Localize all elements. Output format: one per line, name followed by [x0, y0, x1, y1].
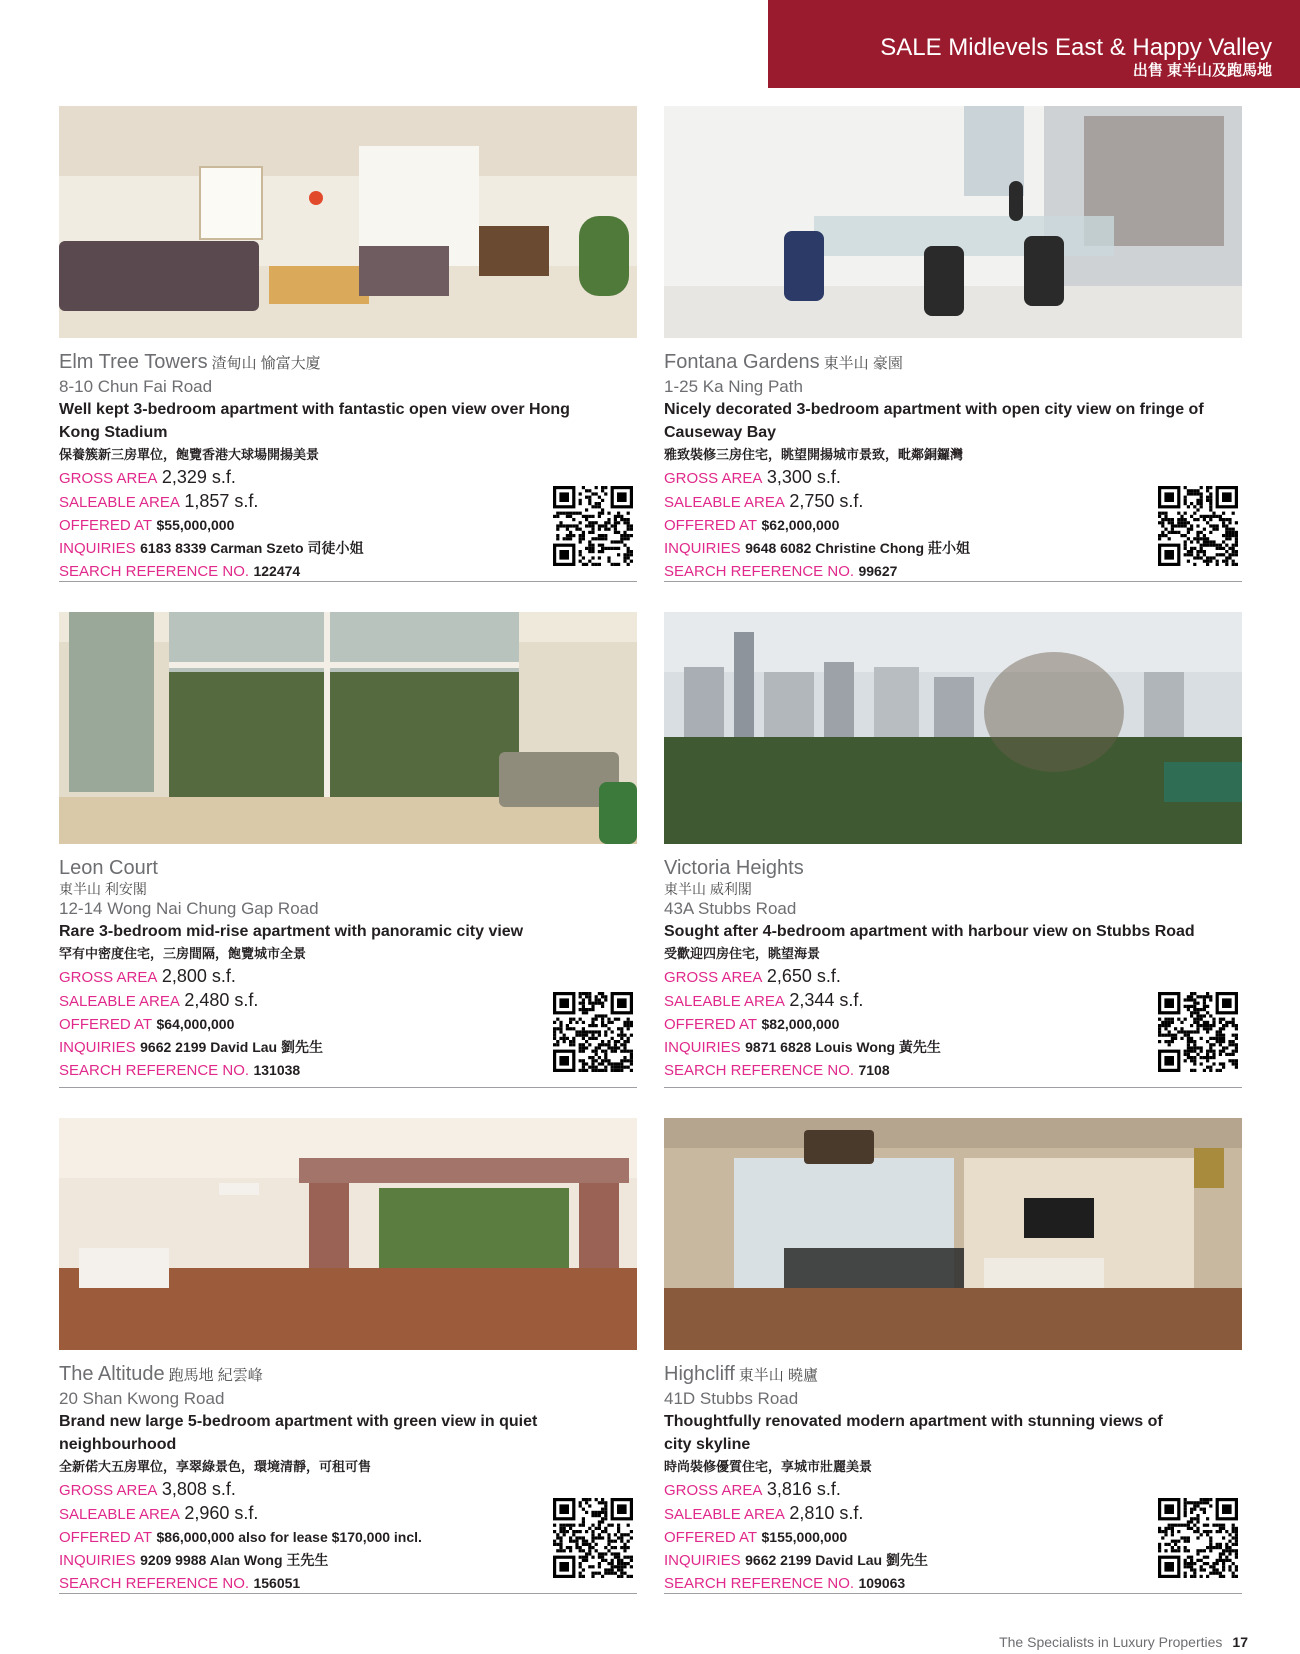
offered-label: OFFERED AT — [59, 517, 153, 534]
search-ref-value: 131038 — [253, 1062, 301, 1078]
gross-area-label: GROSS AREA — [59, 1482, 158, 1499]
gross-area-label: GROSS AREA — [59, 969, 158, 986]
property-name-line — [664, 350, 1242, 376]
gross-area-label: GROSS AREA — [664, 470, 763, 487]
property-description-zh: 罕有中密度住宅，三房間隔，飽覽城市全景 — [59, 946, 307, 961]
qr-code-icon[interactable] — [1158, 992, 1238, 1072]
search-ref-label: SEARCH REFERENCE NO. — [664, 1062, 855, 1079]
divider — [664, 1087, 1242, 1088]
gross-area-row — [664, 466, 1242, 490]
offered-row — [664, 514, 1242, 537]
property-description: Sought after 4-bedroom apartment with harbour view on Stubbs Road — [664, 923, 1195, 940]
inquiries-row — [59, 1549, 637, 1572]
gross-area-value: 3,300 s.f. — [766, 467, 841, 487]
inquiries-value: 9662 2199 David Lau 劉先生 — [745, 1552, 929, 1568]
property-description: Nicely decorated 3-bedroom apartment with open city view on fringe of Causeway Bay — [664, 401, 1204, 441]
saleable-area-row — [664, 1502, 1242, 1526]
divider — [59, 1593, 637, 1594]
property-description: Brand new large 5-bedroom apartment with green view in quiet neighbourhood — [59, 1413, 538, 1453]
offered-value: $86,000,000 also for lease $170,000 incl. — [156, 1529, 422, 1545]
inquiries-value: 9209 9988 Alan Wong 王先生 — [140, 1552, 329, 1568]
search-ref-row — [664, 560, 1242, 583]
offered-value: $55,000,000 — [156, 517, 235, 533]
saleable-area-value: 2,750 s.f. — [789, 491, 864, 511]
property-description-zh: 雅致裝修三房住宅，眺望開揚城市景致，毗鄰銅鑼灣 — [664, 447, 964, 462]
property-name-line — [59, 856, 637, 880]
divider — [664, 1593, 1242, 1594]
listing-photo-dining[interactable] — [664, 106, 1242, 338]
listing-photo-city-view[interactable] — [664, 612, 1242, 844]
saleable-area-label: SALEABLE AREA — [59, 494, 180, 511]
property-name-line — [664, 856, 1242, 880]
listing-photo-living-room[interactable] — [59, 106, 637, 338]
offered-row — [664, 1013, 1242, 1036]
property-name-line — [59, 350, 637, 376]
property-description-zh: 全新偌大五房單位，享翠綠景色，環境清靜，可租可售 — [59, 1459, 372, 1474]
saleable-area-row — [664, 490, 1242, 514]
search-ref-label: SEARCH REFERENCE NO. — [664, 563, 855, 580]
property-description-zh: 保養簇新三房單位，飽覽香港大球場開揚美景 — [59, 447, 320, 462]
search-ref-value: 109063 — [858, 1575, 906, 1591]
inquiries-value: 6183 8339 Carman Szeto 司徒小姐 — [140, 540, 364, 556]
inquiries-row — [59, 1036, 637, 1059]
listing-photo-living-dining[interactable] — [664, 1118, 1242, 1350]
inquiries-row — [59, 537, 637, 560]
listing-card — [664, 106, 1242, 583]
gross-area-label: GROSS AREA — [664, 1482, 763, 1499]
property-name: Fontana Gardens — [664, 351, 820, 373]
gross-area-row — [59, 965, 637, 989]
search-ref-value: 7108 — [858, 1062, 890, 1078]
offered-label: OFFERED AT — [664, 1016, 758, 1033]
offered-value: $64,000,000 — [156, 1016, 235, 1032]
offered-label: OFFERED AT — [664, 517, 758, 534]
divider — [59, 1087, 637, 1088]
qr-code-icon[interactable] — [1158, 1498, 1238, 1578]
offered-value: $62,000,000 — [761, 517, 840, 533]
saleable-area-label: SALEABLE AREA — [664, 993, 785, 1010]
gross-area-row — [59, 466, 637, 490]
inquiries-label: INQUIRIES — [664, 1552, 741, 1569]
page-number: 17 — [1232, 1634, 1248, 1650]
gross-area-value: 3,808 s.f. — [161, 1479, 236, 1499]
property-name-line — [59, 1362, 637, 1388]
property-name: Highcliff — [664, 1363, 735, 1385]
gross-area-row — [59, 1478, 637, 1502]
search-ref-row — [664, 1572, 1242, 1595]
search-ref-value: 122474 — [253, 563, 301, 579]
gross-area-value: 2,329 s.f. — [161, 467, 236, 487]
offered-value: $155,000,000 — [761, 1529, 848, 1545]
property-description: Rare 3-bedroom mid-rise apartment with panoramic city view — [59, 923, 524, 940]
property-name: Victoria Heights — [664, 857, 804, 879]
search-ref-label: SEARCH REFERENCE NO. — [59, 563, 250, 580]
gross-area-label: GROSS AREA — [664, 969, 763, 986]
property-description-zh: 受歡迎四房住宅，眺望海景 — [664, 946, 821, 961]
inquiries-row — [664, 1549, 1242, 1572]
property-description: Well kept 3-bedroom apartment with fantastic open view over Hong Kong Stadium — [59, 401, 570, 441]
property-name: Elm Tree Towers — [59, 351, 208, 373]
saleable-area-value: 2,480 s.f. — [184, 990, 259, 1010]
inquiries-label: INQUIRIES — [59, 1552, 136, 1569]
search-ref-label: SEARCH REFERENCE NO. — [59, 1062, 250, 1079]
offered-row — [59, 1013, 637, 1036]
gross-area-value: 2,800 s.f. — [161, 966, 236, 986]
inquiries-value: 9648 6082 Christine Chong 莊小姐 — [745, 540, 970, 556]
section-subtitle: 出售 東半山及跑馬地 — [1132, 62, 1272, 79]
qr-code-icon[interactable] — [553, 992, 633, 1072]
listing-photo-window-view[interactable] — [59, 612, 637, 844]
search-ref-label: SEARCH REFERENCE NO. — [664, 1575, 855, 1592]
page-footer — [999, 1634, 1248, 1650]
property-name-zh: 跑馬地 紀雲峰 — [168, 1367, 263, 1384]
offered-row — [664, 1526, 1242, 1549]
section-title: SALE Midlevels East & Happy Valley — [880, 34, 1272, 61]
qr-code-icon[interactable] — [553, 486, 633, 566]
saleable-area-label: SALEABLE AREA — [59, 1506, 180, 1523]
divider — [664, 581, 1242, 582]
offered-label: OFFERED AT — [664, 1529, 758, 1546]
search-ref-row — [59, 1059, 637, 1082]
qr-code-icon[interactable] — [553, 1498, 633, 1578]
listing-card — [664, 612, 1242, 1082]
search-ref-value: 156051 — [253, 1575, 301, 1591]
property-address: 1-25 Ka Ning Path — [664, 377, 803, 396]
offered-row — [59, 514, 637, 537]
inquiries-label: INQUIRIES — [664, 540, 741, 557]
inquiries-row — [664, 537, 1242, 560]
inquiries-value: 9662 2199 David Lau 劉先生 — [140, 1039, 324, 1055]
saleable-area-value: 2,344 s.f. — [789, 990, 864, 1010]
offered-label: OFFERED AT — [59, 1529, 153, 1546]
property-name-zh: 東半山 威利閣 — [664, 881, 752, 897]
saleable-area-value: 1,857 s.f. — [184, 491, 259, 511]
gross-area-label: GROSS AREA — [59, 470, 158, 487]
property-name-zh: 渣甸山 愉富大廈 — [211, 355, 321, 372]
divider — [59, 581, 637, 582]
gross-area-row — [664, 965, 1242, 989]
saleable-area-row — [59, 1502, 637, 1526]
footer-tagline: The Specialists in Luxury Properties — [999, 1634, 1223, 1650]
property-name-zh: 東半山 豪園 — [823, 355, 903, 372]
search-ref-value: 99627 — [858, 563, 898, 579]
search-ref-row — [59, 560, 637, 583]
listing-card — [59, 612, 637, 1082]
saleable-area-label: SALEABLE AREA — [664, 494, 785, 511]
saleable-area-value: 2,810 s.f. — [789, 1503, 864, 1523]
saleable-area-row — [59, 490, 637, 514]
listing-photo-open-room[interactable] — [59, 1118, 637, 1350]
search-ref-label: SEARCH REFERENCE NO. — [59, 1575, 250, 1592]
property-name: The Altitude — [59, 1363, 165, 1385]
property-address: 12-14 Wong Nai Chung Gap Road — [59, 899, 319, 918]
section-header — [768, 0, 1300, 88]
inquiries-label: INQUIRIES — [664, 1039, 741, 1056]
offered-label: OFFERED AT — [59, 1016, 153, 1033]
property-address: 8-10 Chun Fai Road — [59, 377, 213, 396]
inquiries-row — [664, 1036, 1242, 1059]
saleable-area-row — [59, 989, 637, 1013]
property-name: Leon Court — [59, 857, 158, 879]
saleable-area-row — [664, 989, 1242, 1013]
listing-card — [664, 1118, 1242, 1595]
offered-row — [59, 1526, 637, 1549]
property-name-zh: 東半山 利安閣 — [59, 881, 147, 897]
saleable-area-label: SALEABLE AREA — [664, 1506, 785, 1523]
gross-area-row — [664, 1478, 1242, 1502]
offered-value: $82,000,000 — [761, 1016, 840, 1032]
property-description-zh: 時尚裝修優質住宅，享城市壯麗美景 — [664, 1459, 873, 1474]
property-address: 41D Stubbs Road — [664, 1389, 799, 1408]
gross-area-value: 2,650 s.f. — [766, 966, 841, 986]
search-ref-row — [59, 1572, 637, 1595]
inquiries-label: INQUIRIES — [59, 540, 136, 557]
search-ref-row — [664, 1059, 1242, 1082]
property-name-line — [664, 1362, 1242, 1388]
property-name-zh: 東半山 曉廬 — [738, 1367, 818, 1384]
gross-area-value: 3,816 s.f. — [766, 1479, 841, 1499]
saleable-area-label: SALEABLE AREA — [59, 993, 180, 1010]
saleable-area-value: 2,960 s.f. — [184, 1503, 259, 1523]
property-address: 43A Stubbs Road — [664, 899, 797, 918]
property-description: Thoughtfully renovated modern apartment with stunning views of city skyline — [664, 1413, 1163, 1453]
listing-card — [59, 106, 637, 583]
property-address: 20 Shan Kwong Road — [59, 1389, 225, 1408]
inquiries-label: INQUIRIES — [59, 1039, 136, 1056]
qr-code-icon[interactable] — [1158, 486, 1238, 566]
inquiries-value: 9871 6828 Louis Wong 黃先生 — [745, 1039, 941, 1055]
listing-card — [59, 1118, 637, 1595]
